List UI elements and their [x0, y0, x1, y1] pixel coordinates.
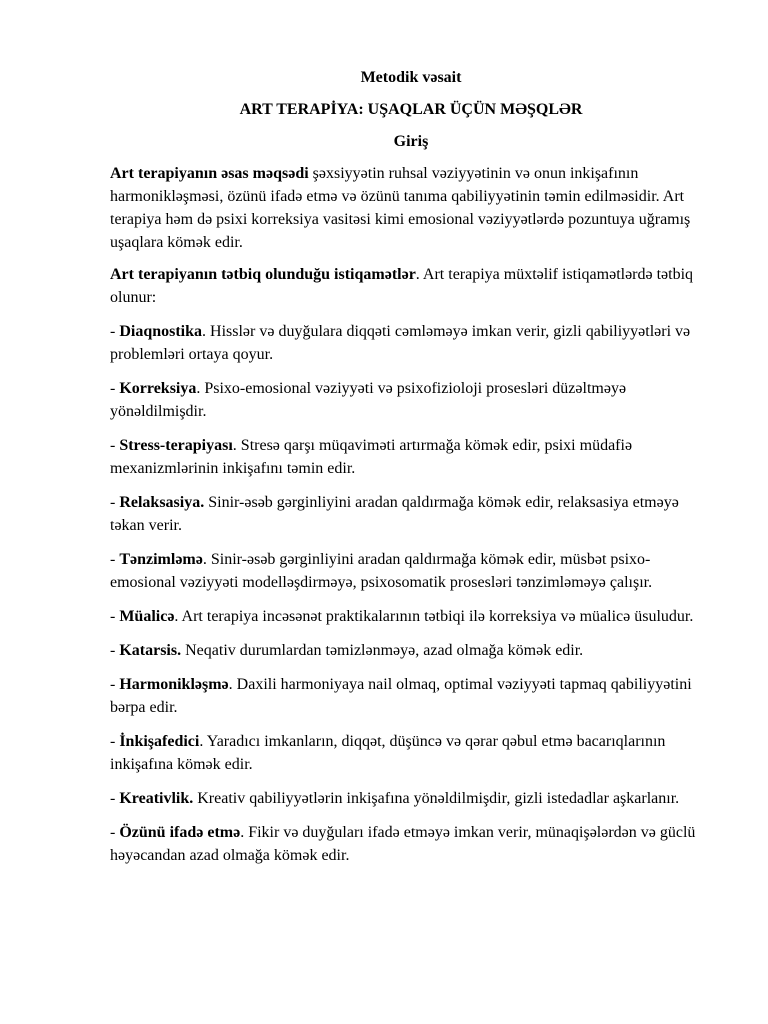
item-term: Müalicə [119, 608, 175, 625]
item-dash: - [110, 790, 120, 807]
item-dash: - [110, 824, 120, 841]
item-term: Özünü ifadə etmə [119, 824, 241, 841]
item-description: Neqativ durumlardan təmizlənməyə, azad olmağa kömək edir. [181, 642, 584, 659]
directions-text: . Art terapiya müxtəlif istiqamətlərdə tətbiq olunur: [110, 266, 694, 306]
item-description: Kreativ qabiliyyətlərin inkişafına yönəldilmişdir, gizli istedadlar aşkarlanır. [193, 790, 680, 807]
list-item [110, 320, 712, 366]
intro-text: şəxsiyyətin ruhsal vəziyyətinin və onun inkişafının harmonikləşməsi, özünü ifadə etmə və özünü tanıma qabiliyyətinin təmin edilməsidir. Art terapiya həm də psixi korreksiya vasitəsi kimi emosional vəziyyətlərdə pozuntuya uğramış uşaqlara kömək edir. [110, 165, 691, 251]
item-description: Sinir-əsəb gərginliyini aradan qaldırmağa kömək edir, relaksasiya etməyə təkan verir. [110, 494, 679, 534]
intro-paragraph [110, 162, 712, 254]
section-heading: Giriş [393, 133, 429, 150]
item-description: . Daxili harmoniyaya nail olmaq, optimal vəziyyəti tapmaq qabiliyyətini bərpa edir. [110, 676, 692, 716]
item-description: . Sinir-əsəb gərginliyini aradan qaldırmağa kömək edir, müsbət psixo-emosional vəziyyəti modelləşdirməyə, psixosomatik prosesləri tənzimləməyə çalışır. [110, 551, 653, 591]
item-dash: - [110, 437, 120, 454]
list-item [110, 548, 712, 594]
item-description: . Hisslər və duyğulara diqqəti cəmləməyə imkan verir, gizli qabiliyyətləri və problemləri ortaya qoyur. [110, 323, 691, 363]
item-term: Diaqnostika [119, 323, 203, 340]
intro-lead: Art terapiyanın əsas məqsədi [110, 165, 309, 182]
item-dash: - [110, 551, 120, 568]
item-description: . Fikir və duyğuları ifadə etməyə imkan verir, münaqişələrdən və güclü həyəcandan azad olmağa kömək edir. [110, 824, 696, 864]
document-subtitle: Metodik vəsait [360, 69, 462, 86]
item-dash: - [110, 733, 120, 750]
list-item [110, 434, 712, 480]
item-dash: - [110, 642, 120, 659]
directions-paragraph [110, 263, 712, 309]
list-item [110, 377, 712, 423]
item-term: Korreksiya [119, 380, 197, 397]
directions-lead: Art terapiyanın tətbiq olunduğu istiqamətlər [110, 266, 416, 283]
item-description: . Yaradıcı imkanların, diqqət, düşüncə və qərar qəbul etmə bacarıqlarının inkişafına kömək edir. [110, 733, 666, 773]
document-title: ART TERAPİYA: UŞAQLAR ÜÇÜN MƏŞQLƏR [239, 101, 583, 118]
item-term: Katarsis. [119, 642, 182, 659]
item-description: . Stresə qarşı müqaviməti artırmağa kömək edir, psixi müdafiə mexanizmlərinin inkişafını təmin edir. [110, 437, 633, 477]
item-term: Kreativlik. [119, 790, 194, 807]
item-dash: - [110, 380, 120, 397]
item-term: Relaksasiya. [119, 494, 205, 511]
item-dash: - [110, 494, 120, 511]
list-item [110, 787, 712, 810]
list-item [110, 605, 712, 628]
list-item [110, 639, 712, 662]
item-description: . Psixo-emosional vəziyyəti və psixofizioloji prosesləri düzəltməyə yönəldilmişdir. [110, 380, 627, 420]
list-item [110, 491, 712, 537]
item-dash: - [110, 323, 120, 340]
item-dash: - [110, 676, 120, 693]
item-dash: - [110, 608, 120, 625]
list-item [110, 730, 712, 776]
item-term: Harmonikləşmə [119, 676, 229, 693]
item-term: Stress-terapiyası [119, 437, 233, 454]
list-item [110, 821, 712, 867]
item-description: . Art terapiya incəsənət praktikalarının tətbiqi ilə korreksiya və müalicə üsuludur. [174, 608, 694, 625]
item-term: İnkişafedici [119, 733, 200, 750]
list-item [110, 673, 712, 719]
item-term: Tənzimləmə [119, 551, 203, 568]
